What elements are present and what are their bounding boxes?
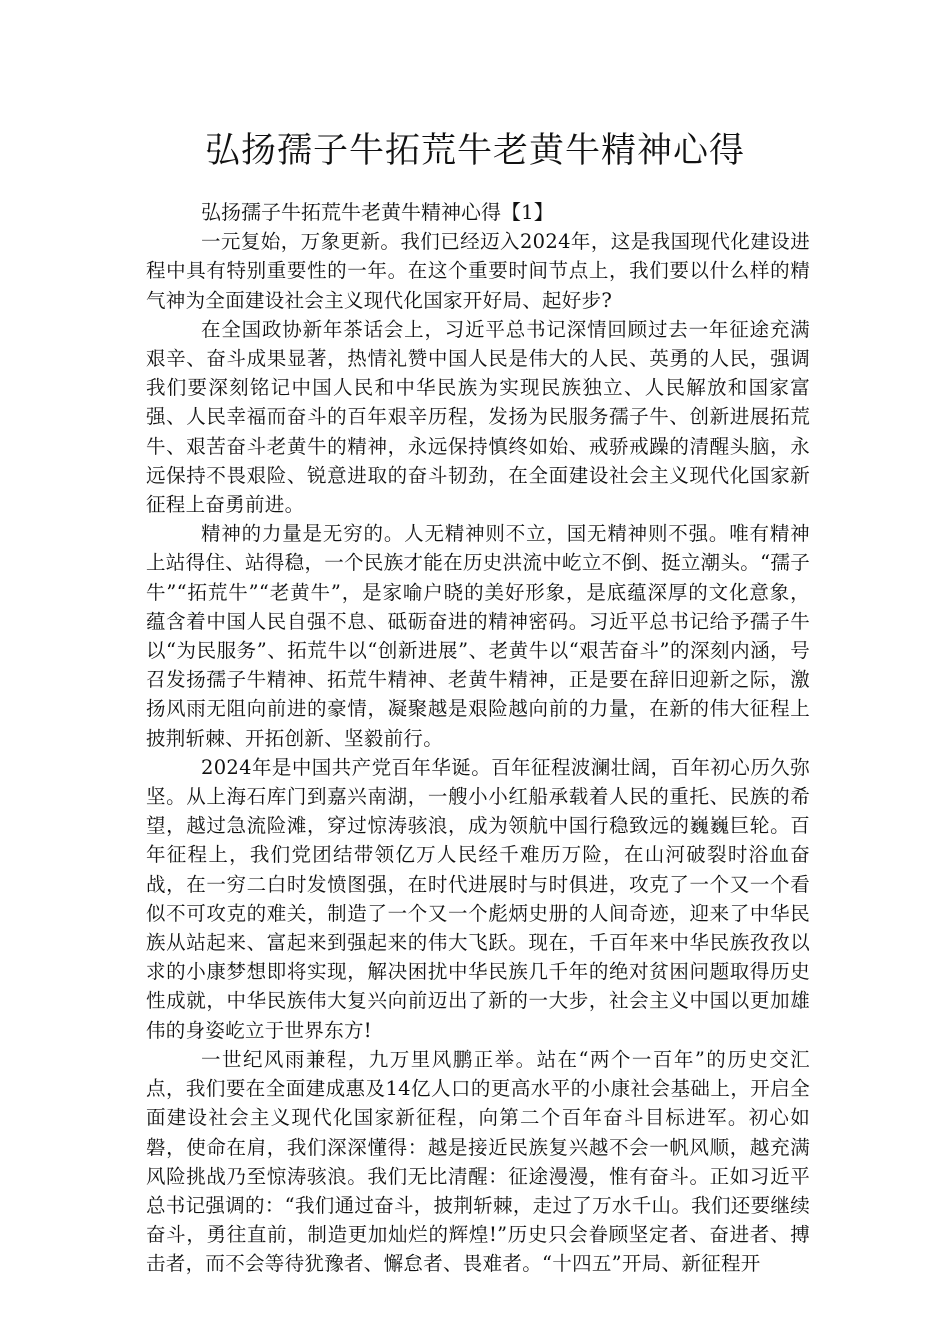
paragraph-5: 一世纪风雨兼程，九万里风鹏正举。站在“两个一百年”的历史交汇点，我们要在全面建成惠及14亿人口的更高水平的小康社会基础上，开启全面建设社会主义现代化国家新征程，向第二个百年奋斗目标进军。初心如磐，使命在肩，我们深深懂得：越是接近民族复兴越不会一帆风顺，越充满风险挑战乃至惊涛骇浪。我们无比清醒：征途漫漫，惟有奋斗。正如习近平总书记强调的：“我们通过奋斗，披荆斩棘，走过了万水千山。我们还要继续奋斗，勇往直前，制造更加灿烂的辉煌!”历史只会眷顾坚定者、奋进者、搏击者，而不会等待犹豫者、懈怠者、畏难者。“十四五”开局、新征程开 [146, 1047, 810, 1276]
section-heading: 弘扬孺子牛拓荒牛老黄牛精神心得【1】 [201, 200, 554, 224]
paragraph-2: 在全国政协新年茶话会上，习近平总书记深情回顾过去一年征途充满艰辛、奋斗成果显著，热情礼赞中国人民是伟大的人民、英勇的人民，强调我们要深刻铭记中国人民和中华民族为实现民族独立、人民解放和国家富强、人民幸福而奋斗的百年艰辛历程，发扬为民服务孺子牛、创新进展拓荒牛、艰苦奋斗老黄牛的精神，永远保持慎终如始、戒骄戒躁的清醒头脑，永远保持不畏艰险、锐意进取的奋斗韧劲，在全面建设社会主义现代化国家新征程上奋勇前进。 [146, 317, 810, 517]
document-title: 弘扬孺子牛拓荒牛老黄牛精神心得 [204, 131, 745, 171]
document-body [146, 198, 810, 1279]
paragraph-3: 精神的力量是无穷的。人无精神则不立，国无精神则不强。唯有精神上站得住、站得稳，一个民族才能在历史洪流中屹立不倒、挺立潮头。“孺子牛”“拓荒牛”“老黄牛”，是家喻户晓的美好形象，是底蕴深厚的文化意象，蕴含着中国人民自强不息、砥砺奋进的精神密码。习近平总书记给予孺子牛以“为民服务”、拓荒牛以“创新进展”、老黄牛以“艰苦奋斗”的深刻内涵，号召发扬孺子牛精神、拓荒牛精神、老黄牛精神，正是要在辞旧迎新之际，激扬风雨无阻向前进的豪情，凝聚越是艰险越向前的力量，在新的伟大征程上披荆斩棘、开拓创新、坚毅前行。 [146, 522, 810, 750]
paragraph-4: 2024年是中国共产党百年华诞。百年征程波澜壮阔，百年初心历久弥坚。从上海石库门到嘉兴南湖，一艘小小红船承载着人民的重托、民族的希望，越过急流险滩，穿过惊涛骇浪，成为领航中国行稳致远的巍巍巨轮。百年征程上，我们党团结带领亿万人民经千难历万险，在山河破裂时浴血奋战，在一穷二白时发愤图强，在时代进展时与时俱进，攻克了一个又一个看似不可攻克的难关，制造了一个又一个彪炳史册的人间奇迹，迎来了中华民族从站起来、富起来到强起来的伟大飞跃。现在，千百年来中华民族孜孜以求的小康梦想即将实现，解决困扰中华民族几千年的绝对贫困问题取得历史性成就，中华民族伟大复兴向前迈出了新的一大步，社会主义中国以更加雄伟的身姿屹立于世界东方! [146, 755, 810, 1042]
paragraph-1: 一元复始，万象更新。我们已经迈入2024年，这是我国现代化建设进程中具有特别重要性的一年。在这个重要时间节点上，我们要以什么样的精气神为全面建设社会主义现代化国家开好局、起好步? [146, 230, 810, 312]
